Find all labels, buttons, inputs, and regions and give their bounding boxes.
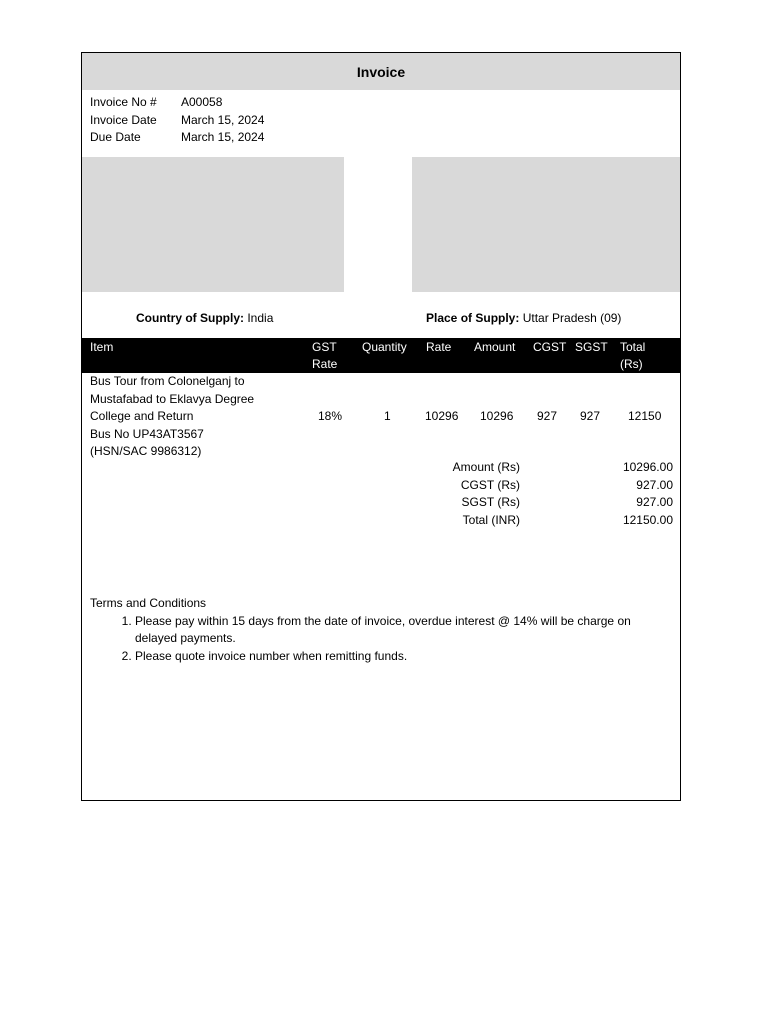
cell-sgst: 927	[580, 409, 601, 423]
table-header	[82, 338, 680, 373]
totals-label-amount: Amount (Rs)	[452, 460, 520, 474]
terms-title: Terms and Conditions	[90, 596, 207, 610]
meta-row-invoice-no	[90, 94, 264, 112]
cell-total: 12150	[628, 409, 662, 423]
totals-value-total: 12150.00	[622, 512, 673, 527]
totals-label-cgst: CGST (Rs)	[460, 477, 520, 492]
item-line: Mustafabad to Eklavya Degree	[90, 391, 255, 406]
cell-amount: 10296	[480, 409, 514, 423]
country-value: India	[247, 311, 274, 325]
totals-label-sgst: SGST (Rs)	[461, 495, 520, 509]
cell-quantity: 1	[384, 409, 391, 423]
cell-gst-rate: 18%	[318, 409, 343, 423]
cell-cgst: 927	[537, 409, 558, 423]
terms-item: 2. Please quote invoice number when remitting funds.	[135, 648, 675, 666]
meta-row-invoice-date	[90, 112, 264, 130]
meta-value: March 15, 2024	[181, 112, 265, 127]
invoice-meta	[90, 94, 264, 147]
col-amount: Amount	[474, 340, 516, 354]
terms-list	[90, 613, 675, 666]
billing-address-box	[82, 157, 344, 292]
item-line: Bus No UP43AT3567	[90, 426, 204, 441]
invoice-page	[81, 52, 681, 801]
meta-label: Invoice Date	[90, 112, 157, 127]
totals-value-sgst: 927.00	[636, 495, 673, 509]
totals-value-cgst: 927.00	[636, 477, 673, 492]
meta-row-due-date	[90, 129, 264, 147]
col-gst-rate-line2: Rate	[312, 357, 338, 371]
cell-rate: 10296	[425, 409, 459, 423]
place-value: Uttar Pradesh (09)	[522, 311, 622, 325]
terms-item: 1. Please pay within 15 days from the date of invoice, overdue interest @ 14% will be charge on delayed payments.	[135, 613, 675, 648]
title-band	[82, 53, 680, 90]
col-sgst: SGST	[575, 340, 608, 354]
col-item: Item	[90, 340, 114, 354]
terms-section	[90, 595, 675, 665]
meta-label: Invoice No #	[90, 95, 157, 109]
shipping-address-box	[412, 157, 680, 292]
invoice-title: Invoice	[356, 63, 406, 80]
totals-value-amount: 10296.00	[622, 460, 673, 474]
country-label: Country of Supply:	[136, 311, 244, 325]
country-of-supply	[136, 311, 273, 325]
place-label: Place of Supply:	[426, 311, 520, 325]
col-rate: Rate	[426, 340, 452, 354]
col-total	[620, 339, 645, 373]
col-gst-rate-line1: GST	[312, 340, 337, 354]
item-line: (HSN/SAC 9986312)	[90, 444, 202, 458]
totals-label-total: Total (INR)	[462, 512, 520, 527]
col-gst-rate	[312, 339, 337, 373]
item-line: Bus Tour from Colonelganj to	[90, 374, 245, 388]
col-quantity: Quantity	[362, 340, 407, 354]
place-of-supply	[426, 311, 621, 325]
col-cgst: CGST	[533, 340, 567, 354]
meta-value: A00058	[181, 95, 223, 109]
meta-value: March 15, 2024	[181, 130, 265, 144]
meta-label: Due Date	[90, 130, 141, 144]
item-line: College and Return	[90, 409, 194, 423]
item-description	[90, 373, 290, 461]
col-total-line1: Total	[620, 340, 646, 354]
col-total-line2: (Rs)	[620, 357, 643, 371]
